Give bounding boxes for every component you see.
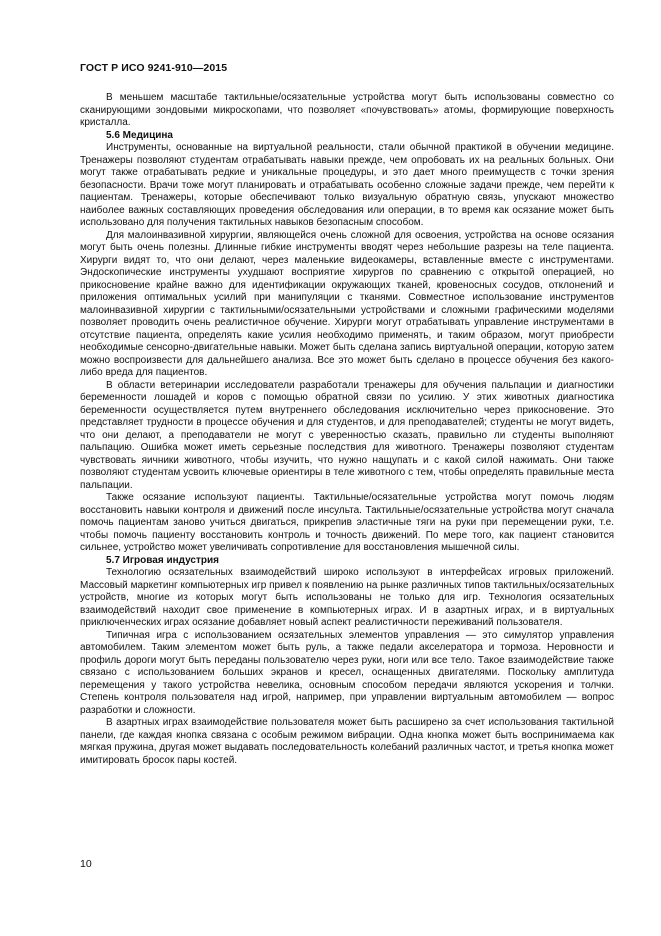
section-heading: 5.7 Игровая индустрия [106, 554, 219, 566]
paragraph: Также осязание используют пациенты. Тактильные/осязательные устройства могут помочь людям восстановить навыки контроля и движений после инсульта. Тактильные/осязательные устройства могут сначала помочь пациентам заново учиться двигаться, прикрепив эластичные тяги на руки при перемещении руки, т.е. чтобы помочь пациенту восстановить контроль и точность движений. По мере того, как пациент становится сильнее, устройство может увеличивать сопротивление для восстановления мышечной силы. [80, 492, 614, 553]
paragraph: В области ветеринарии исследователи разработали тренажеры для обучения пальпации и диагностики беременности лошадей и коров с помощью обратной связи по усилию. У этих животных диагностика беременности осуществляется путем внутреннего обследования исключительно через прикосновение. Это представляет трудности в процессе обучения и для студентов, и для преподавателей; студенты не могут видеть, что они делают, а преподаватели не могут с уверенностью сказать, правильно ли студенты выполняют пальпацию. Ошибка может иметь серьезные последствия для животного. Тренажеры позволяют студентам чувствовать яичники животного, чтобы изучить, что нужно нащупать и с какой силой нажимать. Они также позволяют студентам усвоить ключевые ориентиры в теле животного с тем, чтобы определять правильные места пальпации. [80, 379, 614, 491]
paragraph: В меньшем масштабе тактильные/осязательные устройства могут быть использованы совместно со сканирующими зондовыми микроскопами, что позволяет «почувствовать» атомы, формирующие поверхность кристалла. [80, 92, 614, 128]
paragraph: Для малоинвазивной хирургии, являющейся очень сложной для освоения, устройства на основе осязания могут быть очень полезны. Длинные гибкие инструменты вводят через небольшие разрезы на теле пациента. Хирурги видят то, что они делают, через маленькие видеокамеры, вставленные вместе с инструментами. Эндоскопические инструменты ухудшают восприятие хирургов по сравнению с открытой операцией, но прикосновение крайне важно для идентификации окружающих тканей, кровеносных сосудов, отклонений и приложения оптимальных усилий при манипуляции с тканями. Совместное использование инструментов малоинвазивной хирургии с тактильными/осязательными устройствами и сложными графическими моделями позволяет проводить очень реалистичное обучение. Хирурги могут отрабатывать управление инструментами в отсутствие пациента, определять какие усилия необходимо применять, и таким образом, могут приобрести необходимые сенсорно-двигательные навыки. Может быть сделана запись виртуальной операции, которую затем можно воспроизвести для дальнейшего анализа. Все это может быть сделано в процессе обучения без какого-либо вреда для пациентов. [80, 229, 614, 378]
paragraph: Типичная игра с использованием осязательных элементов управления — это симулятор управления автомобилем. Таким элементом может быть руль, а также педали акселератора и тормоза. Неровности и профиль дороги могут быть переданы пользователю через руки, ноги или все тело. Такое взаимодействие также связано с использованием больших экранов и кресел, оснащенных двигателями. Поскольку амплитуда перемещения у такого устройства невелика, основным способом передачи являются ускорения и толчки. Степень контроля пользователя над игрой, например, при управлении виртуальным автомобилем — вопрос разработки и сложности. [80, 629, 614, 716]
document-header: ГОСТ Р ИСО 9241-910—2015 [80, 62, 228, 74]
paragraph: Инструменты, основанные на виртуальной реальности, стали обычной практикой в обучении медицине. Тренажеры позволяют студентам отрабатывать навыки прежде, чем опробовать их на реальных больных. Они могут также отрабатывать редкие и уникальные процедуры, и это дает много преимуществ с точки зрения безопасности. Врачи тоже могут планировать и отрабатывать особенно сложные задачи прежде, чем перейти к пациентам. Тренажеры, которые обеспечивают только визуальную обратную связь, упускают множество наиболее важных составляющих проведения обследования или операции, в то время как осязание может быть использовано для получения тактильных навыков безопасным способом. [80, 142, 614, 228]
section-heading: 5.6 Медицина [106, 129, 173, 141]
paragraph: Технологию осязательных взаимодействий широко используют в интерфейсах игровых приложений. Массовый маркетинг компьютерных игр привел к появлению на рынке различных типов тактильных/осязательных устройств, многие из которых могут быть использованы не только для игр. Технология осязательных взаимодействий находит свое применение в компьютерных играх. И в азартных играх, и в виртуальных приключенческих играх осязание добавляет новый аспект реалистичности переживаний пользователя. [80, 567, 614, 628]
page-number: 10 [80, 858, 92, 870]
document-body [80, 92, 614, 767]
paragraph: В азартных играх взаимодействие пользователя может быть расширено за счет использования тактильной панели, где каждая кнопка связана с особым режимом вибрации. Одна кнопка может быть воспринимаема как мягкая пружина, другая может выдавать последовательность колебаний различных частот, и третья кнопка может имитировать бросок пары костей. [80, 717, 614, 766]
